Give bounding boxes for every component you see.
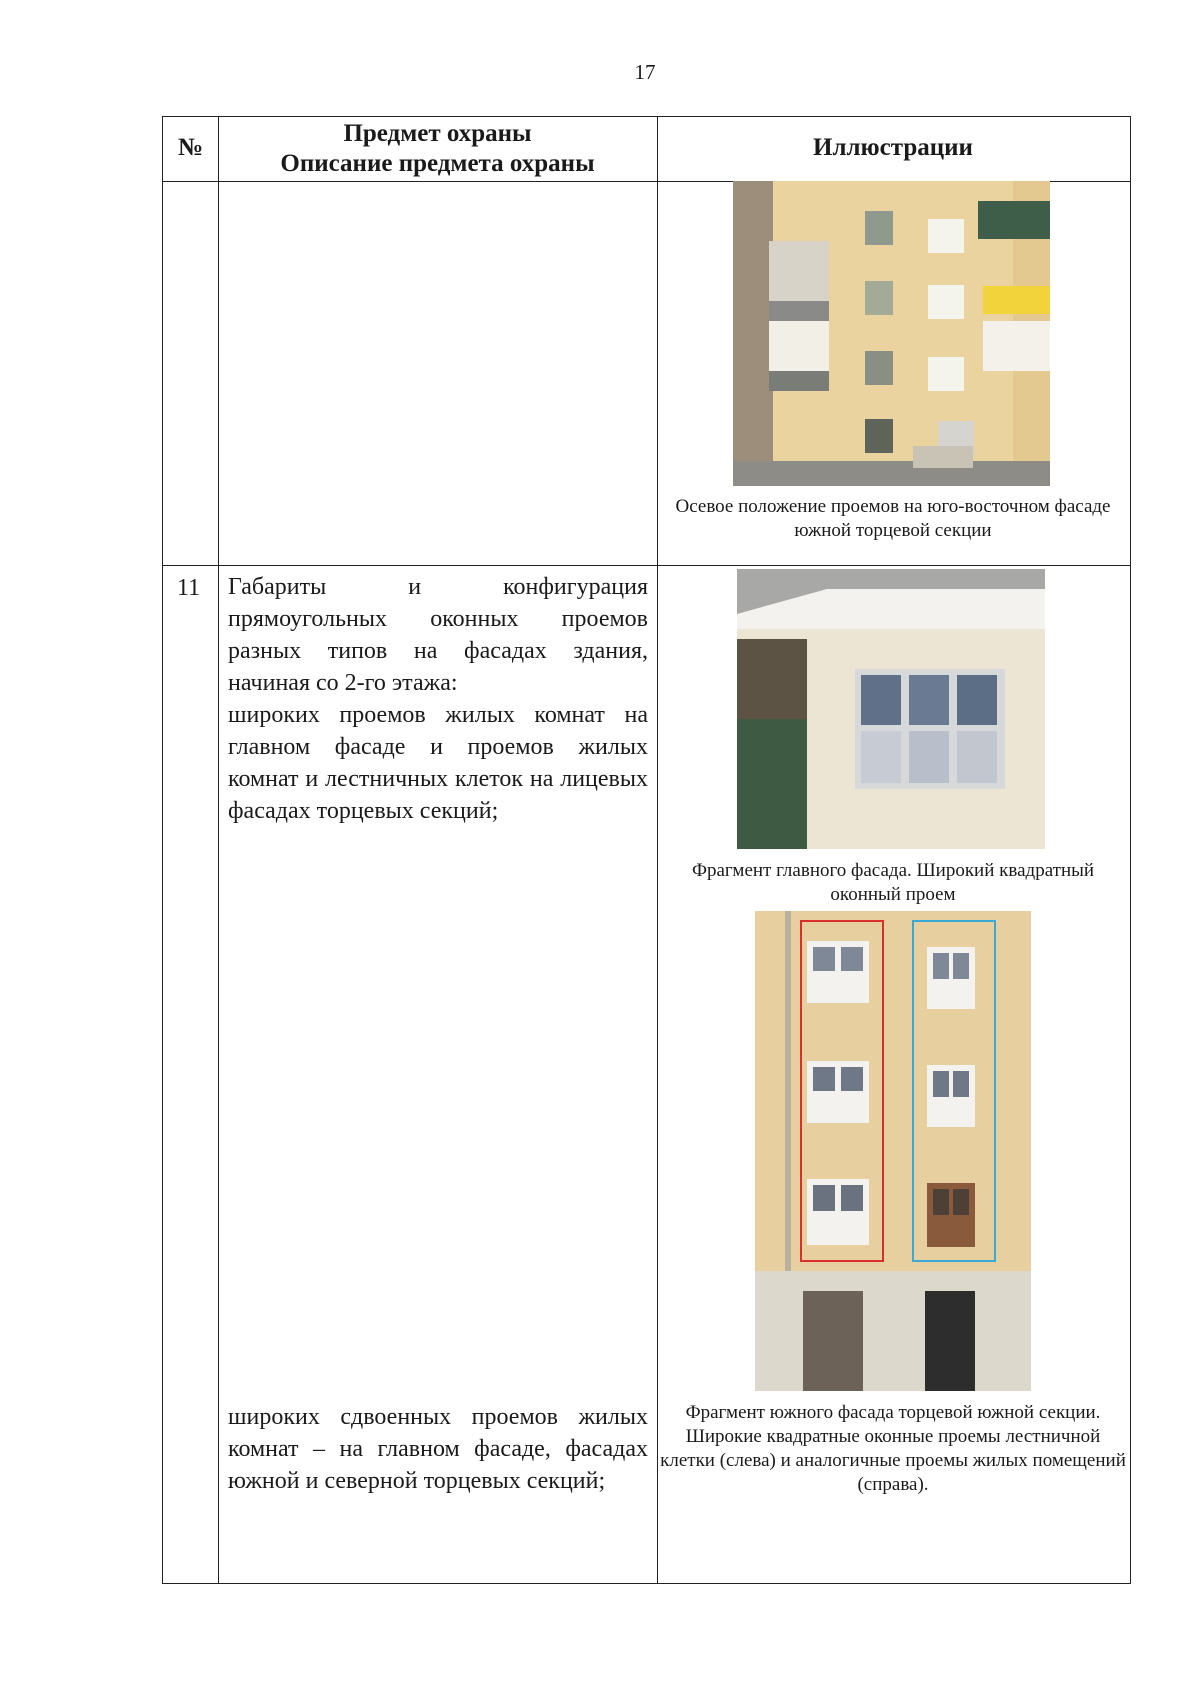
description-paragraph: широких проемов жилых комнат на главном фасаде и проемов жилых комнат и лестничных клеток на лицевых фасадах торцевых секций; — [228, 702, 648, 824]
description-paragraph: Габариты и конфигурация прямоугольных оконных проемов разных типов на фасадах здания, начиная со 2-го этажа: — [228, 574, 648, 696]
column-divider — [657, 117, 658, 1583]
window-photo-caption: Фрагмент главного фасада. Широкий квадратный оконный проем — [691, 860, 1095, 905]
row-description — [228, 571, 648, 827]
header-subject-title: Предмет охраны — [343, 120, 532, 147]
protection-table — [162, 116, 1131, 1584]
row-description-continued — [228, 1401, 648, 1497]
facade-photo-caption: Фрагмент южного фасада торцевой южной секции. Широкие квадратные оконные проемы лестничной клетки (слева) и аналогичные проемы жилых помещений (справа). — [660, 1402, 1126, 1495]
header-number: № — [177, 134, 204, 161]
header-subject — [218, 119, 657, 179]
description-paragraph: широких сдвоенных проемов жилых комнат – на главном фасаде, фасадах южной и северной торцевых секций; — [228, 1404, 648, 1494]
building-photo-caption: Осевое положение проемов на юго-восточном фасаде южной торцевой секции — [675, 496, 1111, 541]
building-photo — [733, 181, 1050, 486]
page-number: 17 — [634, 60, 656, 84]
window-photo — [737, 569, 1045, 849]
header-illustrations: Иллюстрации — [813, 134, 973, 161]
row-number: 11 — [177, 575, 201, 601]
header-subject-subtitle: Описание предмета охраны — [280, 150, 595, 177]
facade-photo — [755, 911, 1031, 1391]
row-divider — [163, 565, 1130, 566]
column-divider — [218, 117, 219, 1583]
